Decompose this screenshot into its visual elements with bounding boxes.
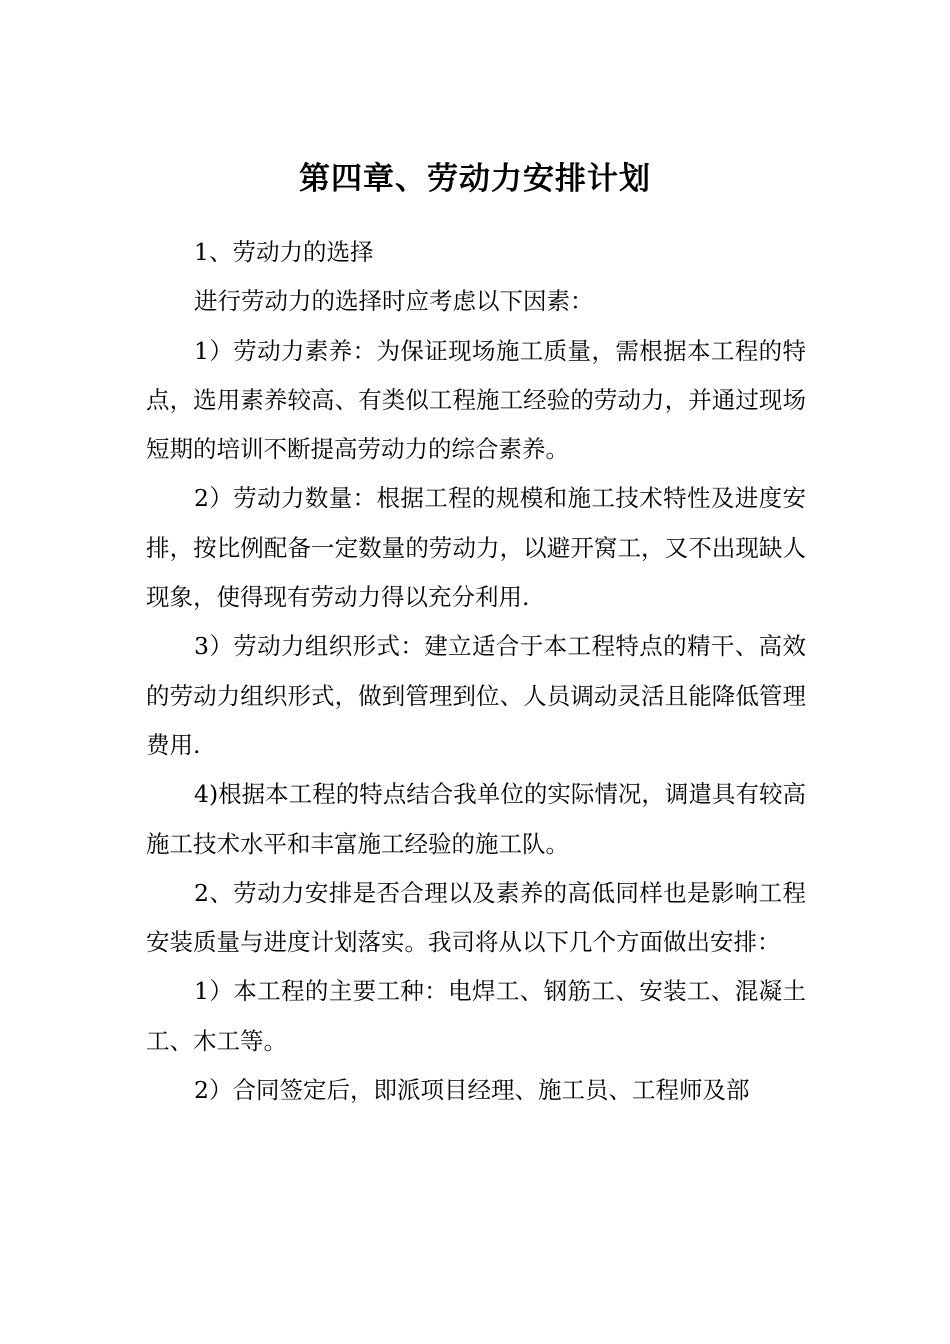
paragraph-construction-team: 4)根据本工程的特点结合我单位的实际情况，调遣具有较高施工技术水平和丰富施工经验的施工队。 [146,780,806,858]
paragraph-contract-staffing: 2）合同签定后，即派项目经理、施工员、工程师及部 [194,1076,750,1105]
section-heading-labor-arrangement: 2、劳动力安排是否合理以及素养的高低同样也是影响工程安装质量与进度计划落实。我司将从以下几个方面做出安排： [146,878,806,957]
chapter-title: 第四章、劳动力安排计划 [299,161,651,197]
paragraph-labor-quality: 1）劳动力素养：为保证现场施工质量，需根据本工程的特点，选用素养较高、有类似工程施工经验的劳动力，并通过现场短期的培训不断提高劳动力的综合素养。 [146,336,806,464]
section-heading-labor-selection: 1、劳动力的选择 [194,238,374,266]
paragraph-selection-factors: 进行劳动力的选择时应考虑以下因素： [194,287,594,316]
paragraph-labor-organization: 3）劳动力组织形式：建立适合于本工程特点的精干、高效的劳动力组织形式，做到管理到位、人员调动灵活且能降低管理费用. [146,632,806,759]
document-body [146,228,806,1115]
paragraph-main-trades: 1）本工程的主要工种：电焊工、钢筋工、安装工、混凝土工、木工等。 [146,977,806,1055]
paragraph-labor-quantity: 2）劳动力数量：根据工程的规模和施工技术特性及进度安排，按比例配备一定数量的劳动力，以避开窝工，又不出现缺人现象，使得现有劳动力得以充分利用. [146,484,806,612]
